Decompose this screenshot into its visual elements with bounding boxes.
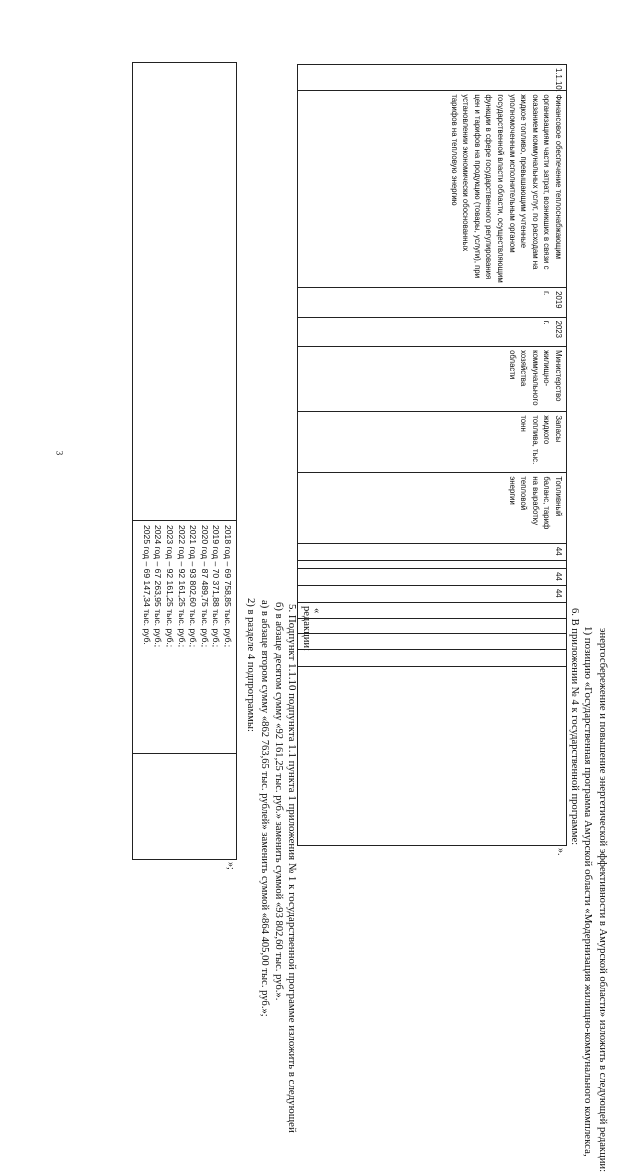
empty-cell <box>298 602 567 618</box>
empty-cell <box>298 666 567 845</box>
paragraph-position-1-cont: энергосбережение и повышение энергетической эффективности в Амурской области» изложить в следующей редакции: <box>597 628 608 1172</box>
year-line: 2020 год – 87 489,75 тыс. руб.; <box>199 525 210 648</box>
paragraph-item-5: 5. Подпункт 1.1.10 подпункта 1.1 пункта 1 приложения № 1 к государственной программе изложить в следующей <box>286 604 298 1133</box>
page-number: 3 <box>54 450 65 456</box>
year-line: 2019 год – 70 371,88 тыс. руб.; <box>211 525 222 648</box>
empty-cell <box>298 618 567 634</box>
table-row <box>298 65 567 846</box>
indicator: Запасы жидкого топлива, тыс. тонн <box>298 412 567 473</box>
paragraph-item-6: 6. В приложении № 4 к государственной программе: <box>569 608 580 846</box>
end-year: 2023 г. <box>298 317 567 346</box>
paragraph-amendment-b: б) в абзаце десятом сумму «92 161,25 тыс. руб.» заменить суммой «93 802,60 тыс. руб.». <box>273 602 284 1001</box>
year-line: 2024 год – 67 263,95 тыс. руб.; <box>153 525 164 648</box>
source: Топливный баланс, тариф на выработку тепловой энергии <box>298 473 567 544</box>
table-divider <box>133 520 236 521</box>
table-divider <box>133 753 236 754</box>
start-year: 2019 г. <box>298 288 567 317</box>
empty-cell <box>298 650 567 667</box>
financing-years-list <box>140 525 233 647</box>
year-line: 2022 год – 92 161,25 тыс. руб.; <box>176 525 187 648</box>
year-line: 2021 год – 93 802,60 тыс. руб.; <box>188 525 199 648</box>
paragraph-position-1: 1) позицию «Государственная программа Амурской области «Модернизация жилищно-коммунального комплекса, <box>582 626 594 1157</box>
empty-cell <box>298 560 567 568</box>
paragraph-item-5-cont: редакции: <box>301 606 312 652</box>
paragraph-section-4: 2) в разделе 4 подпрограммы: <box>245 598 256 732</box>
closing-quote: »; <box>225 862 236 870</box>
executor: Министерство жилищно-коммунального хозяйства области <box>298 347 567 412</box>
year-line: 2025 год – 69 147,34 тыс. руб. <box>141 525 152 645</box>
year-line: 2023 год – 92 161,25 тыс. руб.; <box>165 525 176 648</box>
indicator-value: 44 <box>298 543 567 560</box>
empty-cell <box>298 634 567 650</box>
indicator-value: 44 <box>298 585 567 602</box>
item-description: Финансовое обеспечение теплоснабжающим организациям части затрат, возникших в связи с оказанием коммунальных услуг, по расходам на жидкое топливо, превышающим учтенные уполномоченным исполнительным органом государственной власти области, осуществляющим функции в сфере государственного регулирования цен и тарифов на продукцию (товары, услуги), при установлении экономически обоснованных тарифов на тепловую энергию <box>298 91 567 288</box>
paragraph-amendment-a: а) в абзаце втором сумму «862 763,65 тыс. рублей» заменить суммой «864 405,00 тыс. руб.»; <box>259 600 270 1017</box>
year-line: 2018 год – 69 758,85 тыс. руб.; <box>223 525 233 648</box>
closing-quote: ». <box>555 848 566 856</box>
open-quote: « <box>311 608 322 614</box>
financing-table <box>132 62 237 860</box>
item-number: 1.1.10. <box>298 65 567 91</box>
subpoint-table <box>297 64 567 846</box>
indicator-value: 44 <box>298 569 567 586</box>
